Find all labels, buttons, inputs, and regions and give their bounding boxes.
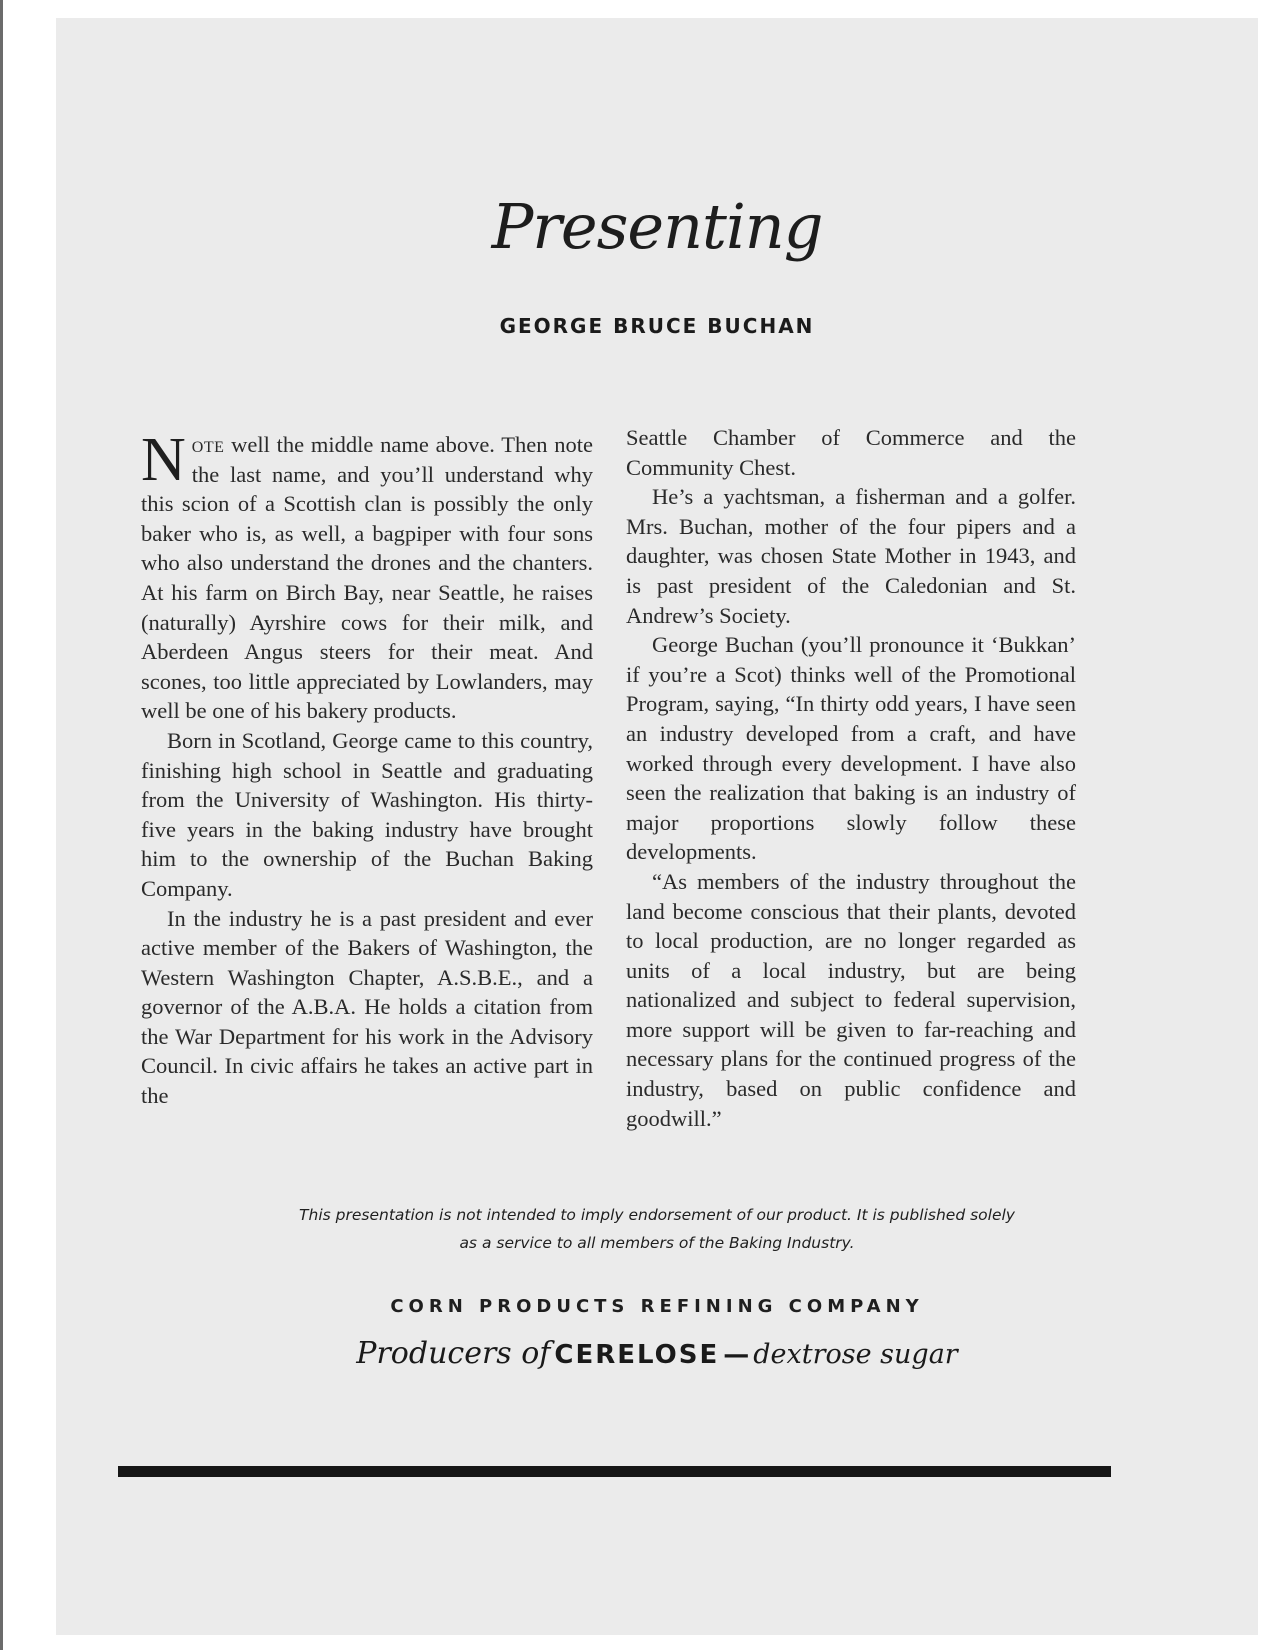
company-name: CORN PRODUCTS REFINING COMPANY xyxy=(390,1296,924,1317)
tagline-product: CERELOSE xyxy=(554,1340,720,1370)
paragraph-biography: Born in Scotland, George came to this country, finishing high school in Seattle and graduating from the University of Washington. His thirty-five years in the baking industry have brought him to the ownership of the Buchan Baking Company. xyxy=(141,727,593,901)
disclaimer xyxy=(56,1201,1258,1257)
paragraph-quote-end: “As members of the industry throughout the land become conscious that their plants, devoted to local production, are no longer regarded as units of a local industry, but are being nationalized and subject to federal supervision, more support will be given to far-reaching and necessary plans for the continued progress of the industry, based on public confidence and goodwill.” xyxy=(626,868,1076,1131)
paragraph-continuation: Seattle Chamber of Commerce and the Community Chest. xyxy=(626,425,1076,480)
tagline xyxy=(56,1336,1258,1371)
page-title: Presenting xyxy=(491,190,823,263)
scan-edge xyxy=(0,0,3,1650)
disclaimer-line-2: as a service to all members of the Baking Industry. xyxy=(459,1234,855,1252)
lead-smallcaps: ote xyxy=(191,432,225,457)
drop-cap: N xyxy=(141,426,186,494)
subject-name: GEORGE BRUCE BUCHAN xyxy=(499,314,815,338)
disclaimer-line-1: This presentation is not intended to imply endorsement of our product. It is published solely xyxy=(299,1206,1015,1224)
intro-text: well the middle name above. Then note the last name, and you’ll understand why this scion of a Scottish clan is possibly the only baker who is, as well, a bagpiper with four sons who also understand the drones and the chanters. At his farm on Birch Bay, near Seattle, he raises (naturally) Ayrshire cows for their milk, and Aberdeen Angus steers for their meat. And scones, too little appreciated by Lowlanders, may well be one of his bakery products. xyxy=(141,432,593,724)
tagline-prefix: Producers of xyxy=(356,1336,551,1371)
paragraph-quote-start: George Buchan (you’ll pronounce it ‘Bukkan’ if you’re a Scot) thinks well of the Promotional Program, saying, “In thirty odd years, I have seen an industry developed from a craft, and have worked through every development. I have also seen the realization that baking is an industry of major proportions slowly follow these developments. xyxy=(626,632,1076,865)
paragraph-industry: In the industry he is a past president and ever active member of the Bakers of Washington, the Western Washington Chapter, A.S.B.E., and a governor of the A.B.A. He holds a citation from the War Department for his work in the Advisory Council. In civic affairs he takes an active part in the xyxy=(141,905,593,1109)
tagline-description: dextrose sugar xyxy=(753,1339,958,1370)
bottom-rule xyxy=(118,1466,1111,1477)
right-column xyxy=(626,423,1076,1133)
paragraph-intro xyxy=(141,426,593,726)
document-page xyxy=(56,18,1258,1635)
paragraph-hobbies: He’s a yachtsman, a fisherman and a golfer. Mrs. Buchan, mother of the four pipers and a daughter, was chosen State Mother in 1943, and is past president of the Caledonian and St. Andrew’s Society. xyxy=(626,484,1076,628)
tagline-dash: — xyxy=(723,1340,750,1370)
left-column xyxy=(141,426,593,1111)
